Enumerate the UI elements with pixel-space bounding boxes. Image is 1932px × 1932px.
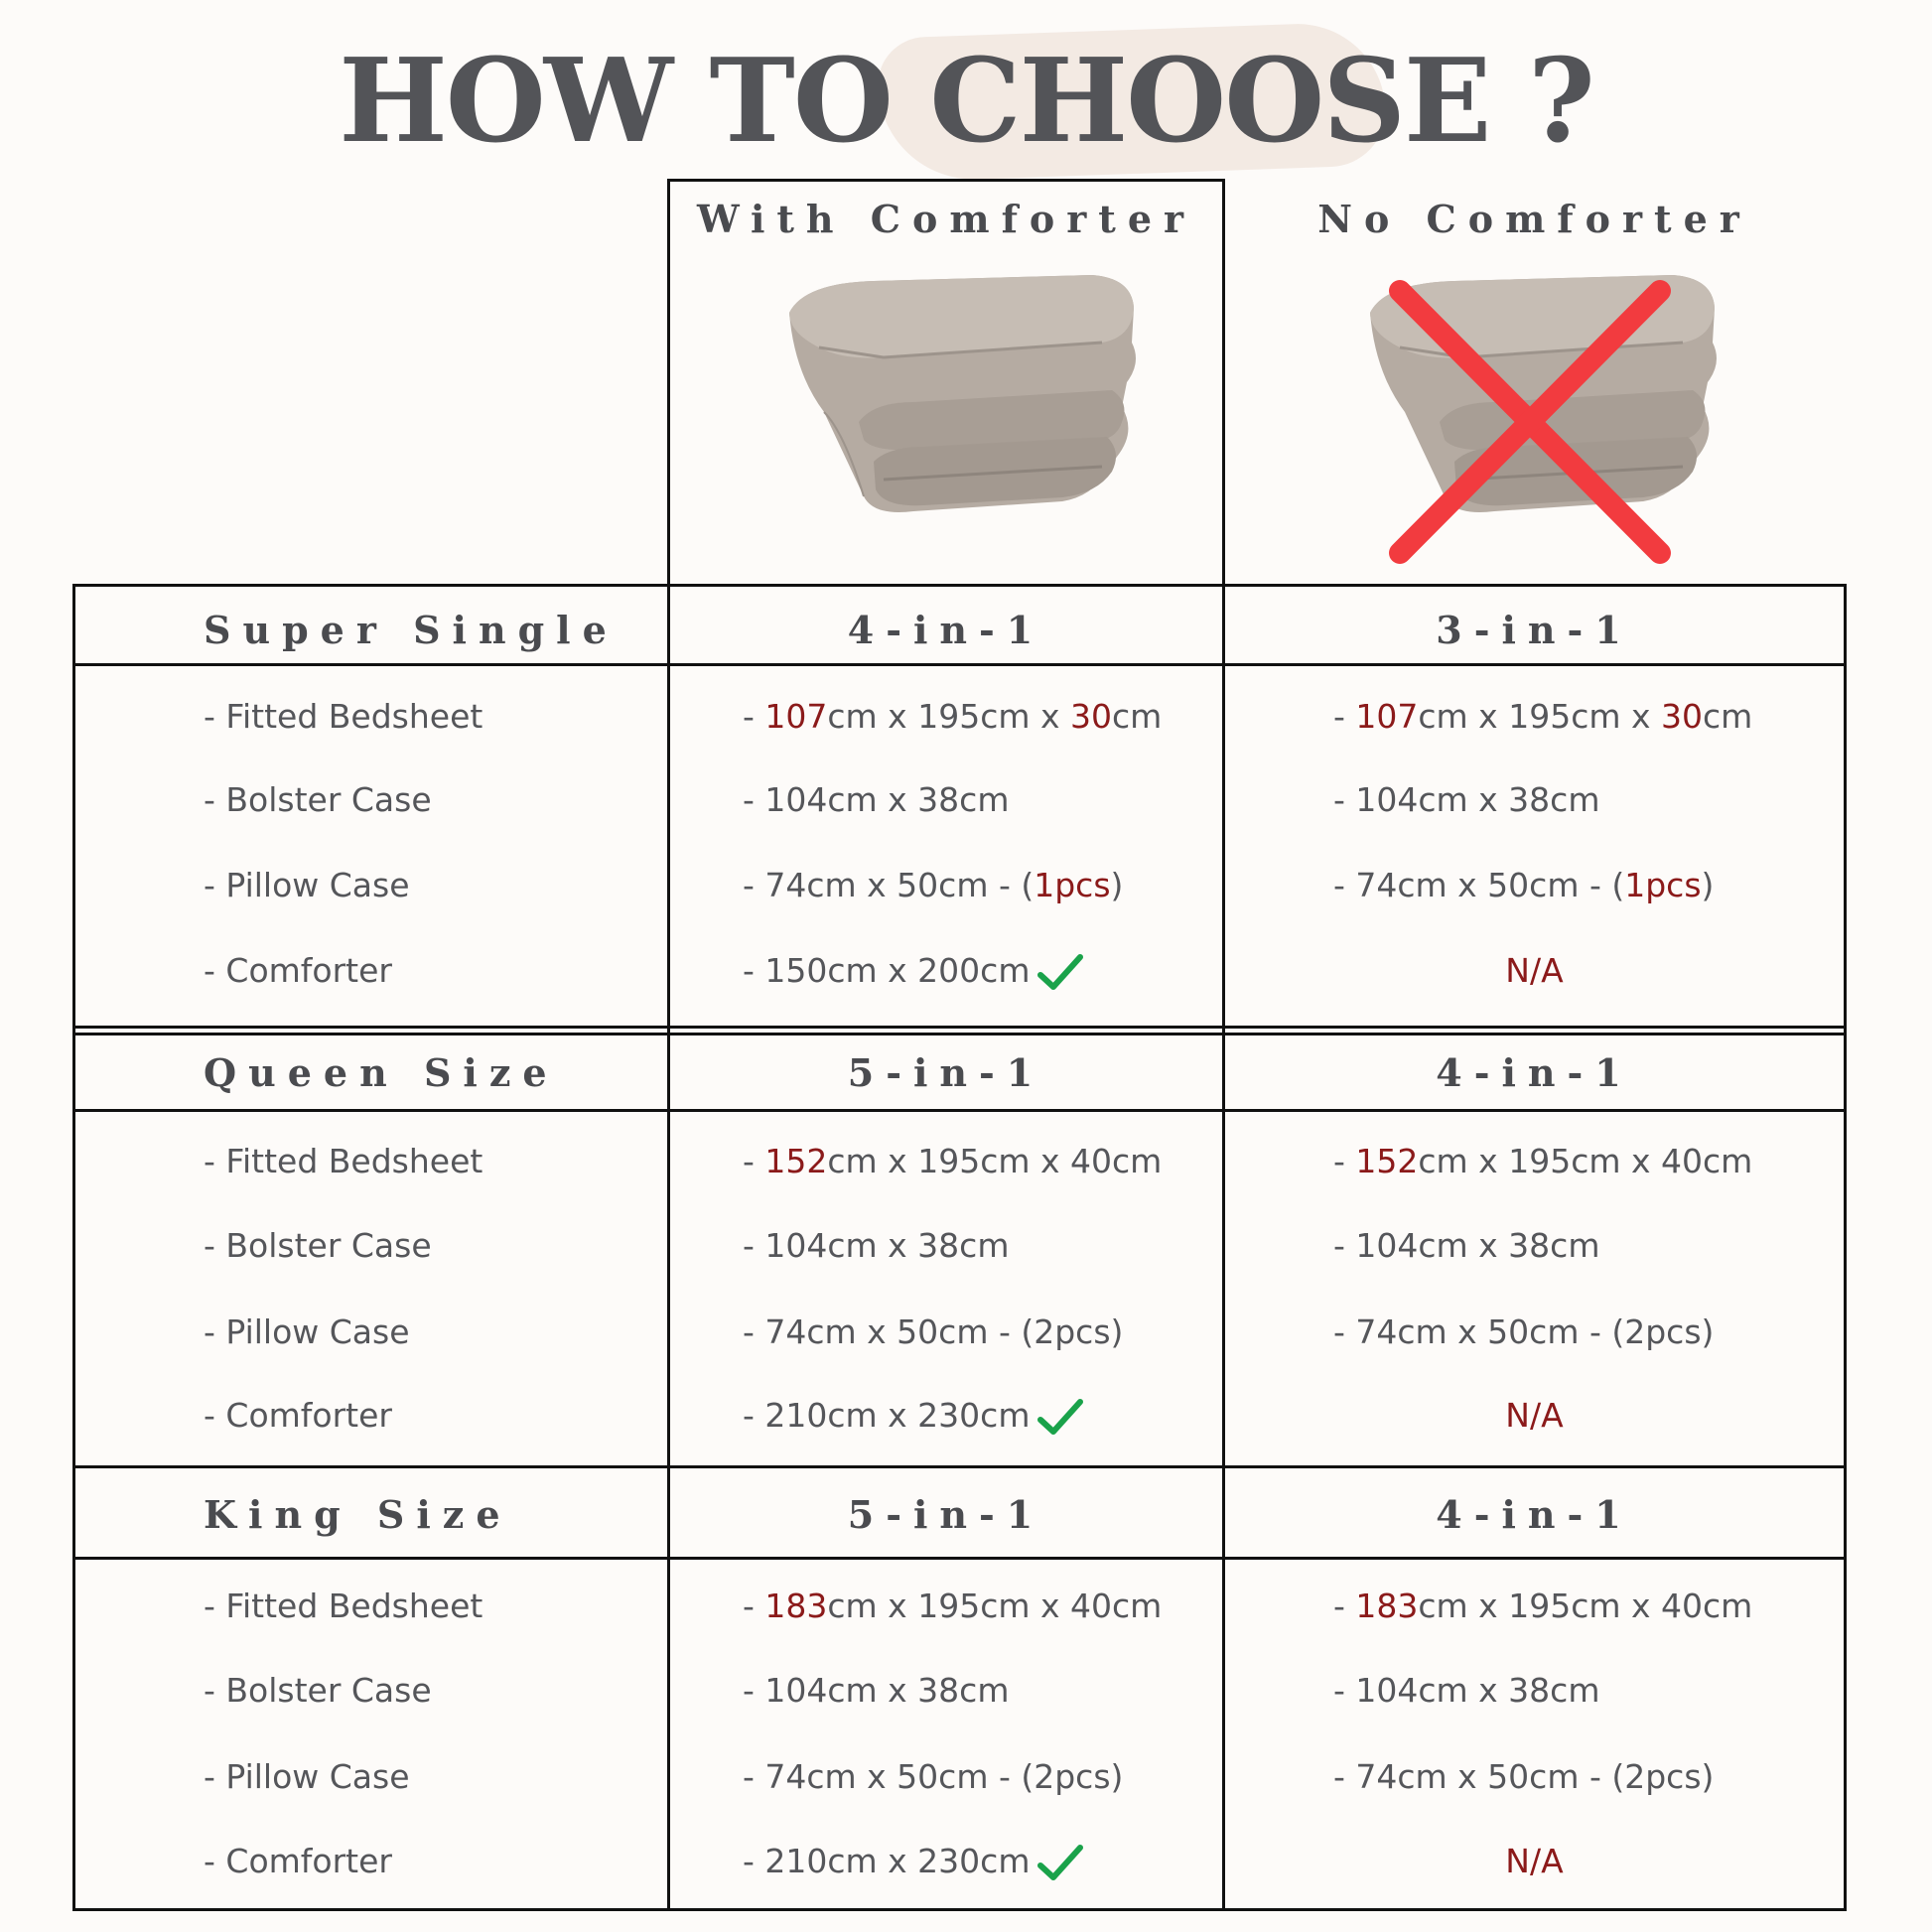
green-check-icon	[1037, 1398, 1083, 1438]
item-label: - Comforter	[204, 1842, 392, 1880]
no-comforter-value	[1333, 1587, 1752, 1625]
item-label: - Pillow Case	[204, 866, 410, 904]
pack-without: 4-in-1	[1436, 1050, 1633, 1095]
value-part: N/A	[1505, 951, 1564, 990]
with-value	[743, 1226, 1009, 1265]
title-area	[0, 20, 1932, 169]
no-comforter-value	[1333, 697, 1752, 736]
pack-without: 3-in-1	[1436, 608, 1633, 652]
value-part: N/A	[1505, 1396, 1564, 1435]
value-part: 183	[1355, 1587, 1419, 1625]
comforter-image-with	[764, 263, 1142, 571]
value-part: - 104cm x 38cm	[1333, 1226, 1600, 1265]
item-label: - Bolster Case	[204, 1671, 432, 1710]
grid-line	[72, 663, 1847, 666]
value-part: 152	[764, 1142, 828, 1180]
value-part: 30	[1070, 697, 1112, 736]
value-part: -	[743, 697, 765, 736]
grid-line	[72, 1026, 1847, 1029]
value-part: - 210cm x 230cm	[743, 1842, 1031, 1880]
no-comforter-value	[1225, 1842, 1844, 1880]
value-part: - 74cm x 50cm - (	[743, 866, 1035, 904]
value-part: 107	[764, 697, 828, 736]
value-part: - 150cm x 200cm	[743, 951, 1031, 990]
pack-with: 4-in-1	[847, 608, 1045, 652]
value-part: - 210cm x 230cm	[743, 1396, 1031, 1435]
size-name: Super Single	[204, 608, 619, 652]
no-comforter-value	[1333, 780, 1599, 819]
value-part: - 104cm x 38cm	[1333, 780, 1600, 819]
value-part: cm x 195cm x	[827, 697, 1070, 736]
value-part: cm x 195cm x	[1418, 697, 1661, 736]
with-value	[743, 697, 1162, 736]
red-x-icon	[1380, 273, 1678, 571]
grid-line	[667, 179, 1225, 182]
with-value	[743, 866, 1123, 904]
green-check-icon	[1037, 1844, 1083, 1883]
no-comforter-value	[1333, 1142, 1752, 1180]
no-comforter-value	[1333, 1671, 1599, 1710]
value-part: 152	[1355, 1142, 1419, 1180]
item-label: - Pillow Case	[204, 1312, 410, 1351]
with-value	[743, 1842, 1083, 1883]
grid-line	[72, 584, 75, 1911]
value-part: - 104cm x 38cm	[743, 780, 1010, 819]
with-value	[743, 1671, 1009, 1710]
no-comforter-value	[1225, 1396, 1844, 1435]
value-part: -	[1333, 1142, 1356, 1180]
value-part: -	[743, 1142, 765, 1180]
item-label: - Bolster Case	[204, 1226, 432, 1265]
value-part: - 104cm x 38cm	[743, 1671, 1010, 1710]
value-part: cm x 195cm x 40cm	[827, 1587, 1163, 1625]
size-name: King Size	[204, 1492, 512, 1537]
with-value	[743, 1587, 1162, 1625]
grid-line	[1222, 179, 1225, 1911]
item-label: - Bolster Case	[204, 780, 432, 819]
with-value	[743, 1757, 1123, 1796]
item-label: - Fitted Bedsheet	[204, 1142, 483, 1180]
grid-line	[72, 584, 1847, 587]
size-name: Queen Size	[204, 1050, 559, 1095]
item-label: - Fitted Bedsheet	[204, 1587, 483, 1625]
no-comforter-value	[1225, 951, 1844, 990]
page-title: HOW TO CHOOSE ?	[339, 34, 1593, 169]
value-part: cm	[1112, 697, 1163, 736]
value-part: - 74cm x 50cm - (2pcs)	[743, 1757, 1124, 1796]
grid-line	[72, 1109, 1847, 1112]
grid-line	[667, 179, 670, 1911]
with-value	[743, 951, 1083, 993]
value-part: cm	[1703, 697, 1753, 736]
column-header-no-comforter: No Comforter	[1317, 197, 1751, 241]
value-part: )	[1701, 866, 1715, 904]
pack-with: 5-in-1	[847, 1050, 1045, 1095]
grid-line	[72, 1557, 1847, 1560]
value-part: cm x 195cm x 40cm	[827, 1142, 1163, 1180]
pack-with: 5-in-1	[847, 1492, 1045, 1537]
value-part: - 104cm x 38cm	[1333, 1671, 1600, 1710]
grid-line	[72, 1033, 1847, 1035]
value-part: 1pcs	[1034, 866, 1111, 904]
no-comforter-value	[1333, 1226, 1599, 1265]
value-part: N/A	[1505, 1842, 1564, 1880]
no-comforter-value	[1333, 1312, 1714, 1351]
with-value	[743, 1142, 1162, 1180]
value-part: 107	[1355, 697, 1419, 736]
value-part: -	[1333, 697, 1356, 736]
grid-line	[72, 1465, 1847, 1468]
value-part: - 74cm x 50cm - (2pcs)	[743, 1312, 1124, 1351]
value-part: 30	[1661, 697, 1703, 736]
value-part: )	[1110, 866, 1124, 904]
item-label: - Comforter	[204, 951, 392, 990]
value-part: -	[743, 1587, 765, 1625]
item-label: - Fitted Bedsheet	[204, 697, 483, 736]
value-part: 1pcs	[1624, 866, 1702, 904]
column-header-with-comforter: With Comforter	[696, 197, 1196, 241]
no-comforter-value	[1333, 866, 1714, 904]
value-part: - 74cm x 50cm - (	[1333, 866, 1625, 904]
no-comforter-value	[1333, 1757, 1714, 1796]
value-part: - 74cm x 50cm - (2pcs)	[1333, 1757, 1715, 1796]
pack-without: 4-in-1	[1436, 1492, 1633, 1537]
item-label: - Comforter	[204, 1396, 392, 1435]
with-value	[743, 780, 1009, 819]
value-part: - 74cm x 50cm - (2pcs)	[1333, 1312, 1715, 1351]
value-part: 183	[764, 1587, 828, 1625]
with-value	[743, 1312, 1123, 1351]
value-part: cm x 195cm x 40cm	[1418, 1142, 1753, 1180]
item-label: - Pillow Case	[204, 1757, 410, 1796]
with-value	[743, 1396, 1083, 1438]
value-part: cm x 195cm x 40cm	[1418, 1587, 1753, 1625]
grid-line	[1844, 584, 1847, 1911]
value-part: - 104cm x 38cm	[743, 1226, 1010, 1265]
value-part: -	[1333, 1587, 1356, 1625]
grid-line	[72, 1908, 1847, 1911]
green-check-icon	[1037, 953, 1083, 993]
